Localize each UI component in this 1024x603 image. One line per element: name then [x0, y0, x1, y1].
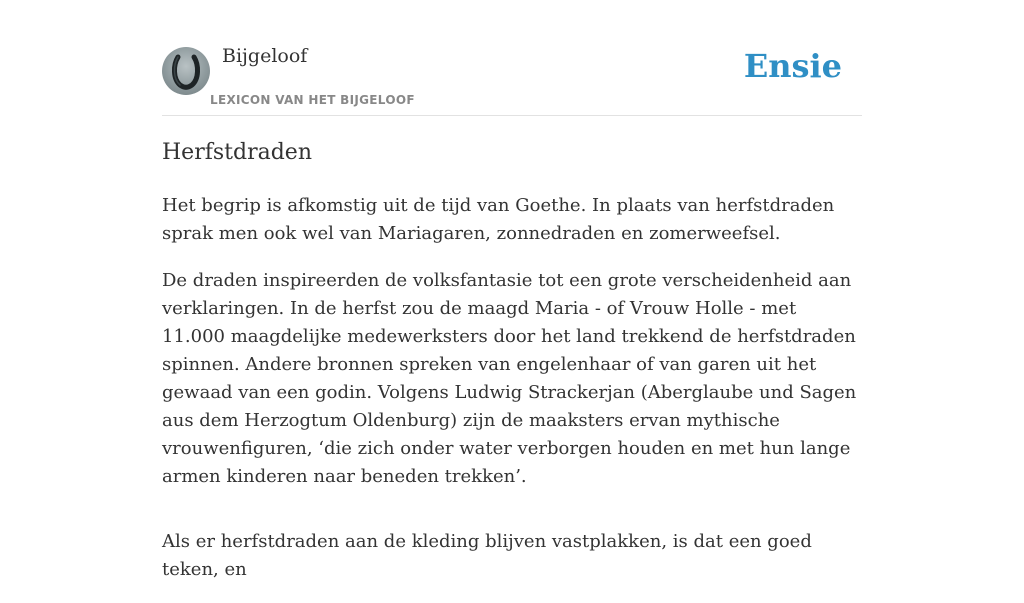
source-name-link[interactable]: Bijgeloof: [222, 45, 308, 67]
article-paragraph: Als er herfstdraden aan de kleding blijven vastplakken, is dat een goed teken, en: [162, 531, 812, 580]
source-subtitle: LEXICON VAN HET BIJGELOOF: [210, 93, 415, 107]
article-title: Herfstdraden: [162, 140, 312, 165]
page-header: [162, 0, 862, 116]
article-body: [162, 192, 862, 603]
article-paragraph: Het begrip is afkomstig uit de tijd van Goethe. In plaats van herfstdraden sprak men ook wel van Mariagaren, zonnedraden en zomerweefsel.: [162, 195, 835, 244]
source-avatar[interactable]: [162, 47, 210, 95]
horseshoe-icon: [162, 47, 210, 95]
article-paragraph: De draden inspireerden de volksfantasie tot een grote verscheidenheid aan verklaringen. In de herfst zou de maagd Maria - of Vrouw Holle - met 11.000 maagdelijke medewerksters door het land trekkend de herfstdraden spinnen. Andere bronnen spreken van engelenhaar of van garen uit het gewaad van een godin. Volgens Ludwig Strackerjan (Aberglaube und Sagen aus dem Herzogtum Oldenburg) zijn de maaksters ervan mythische vrouwenfiguren, ‘die zich onder water verborgen houden en met hun lange armen kinderen naar beneden trekken’.: [162, 270, 857, 487]
ensie-logo[interactable]: Ensie: [743, 47, 842, 85]
